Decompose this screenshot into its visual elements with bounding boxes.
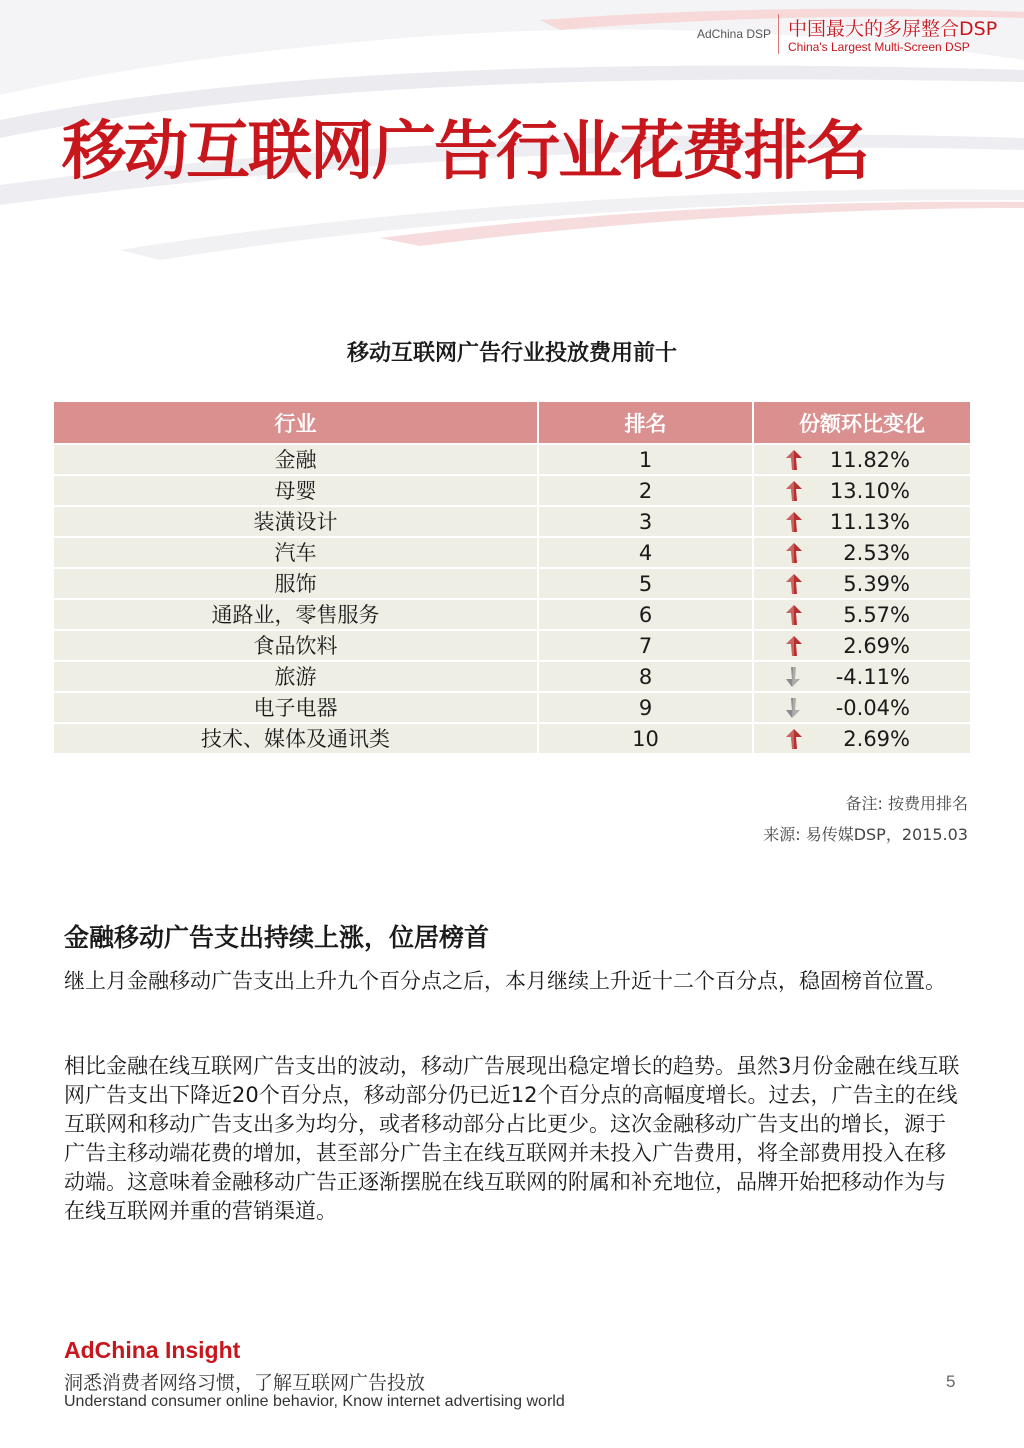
cell-industry: 装潢设计	[54, 506, 538, 537]
footer-brand: AdChina Insight	[64, 1337, 241, 1363]
cell-rank: 6	[538, 599, 753, 630]
page-title: 移动互联网广告行业花费排名	[62, 115, 868, 189]
cell-industry: 服饰	[54, 568, 538, 599]
table-row	[54, 506, 970, 537]
cell-rank: 7	[538, 630, 753, 661]
cell-rank: 3	[538, 506, 753, 537]
arrow-up-icon	[780, 728, 808, 750]
paragraph-2: 相比金融在线互联网广告支出的波动，移动广告展现出稳定增长的趋势。虽然3月份金融在线互联网广告支出下降近20个百分点，移动部分仍已近12个百分点的高幅度增长。过去，广告主的在线互联网和移动广告支出多为均分，或者移动部分占比更少。这次金融移动广告支出的增长，源于广告主移动端花费的增加，甚至部分广告主在线互联网并未投入广告费用，将全部费用投入在移动端。这意味着金融移动广告正逐渐摆脱在线互联网的附属和补充地位，品牌开始把移动作为与在线互联网并重的营销渠道。	[64, 1054, 960, 1223]
footer-tagline-en: Understand consumer online behavior, Know internet advertising world	[64, 1393, 565, 1410]
table-row	[54, 444, 970, 475]
change-value: 5.57%	[843, 603, 910, 627]
cell-change	[753, 692, 970, 723]
cell-industry: 通路业，零售服务	[54, 599, 538, 630]
cell-industry: 旅游	[54, 661, 538, 692]
arrow-down-icon	[780, 666, 808, 688]
change-value: 2.69%	[843, 727, 910, 752]
cell-change	[753, 630, 970, 661]
cell-rank: 10	[538, 723, 753, 753]
cell-industry: 电子电器	[54, 692, 538, 723]
cell-rank: 5	[538, 568, 753, 599]
change-value: -4.11%	[835, 665, 910, 689]
cell-change	[753, 599, 970, 630]
table-row	[54, 723, 970, 753]
change-value: 5.39%	[843, 572, 910, 596]
cell-change	[753, 537, 970, 568]
arrow-up-icon	[780, 511, 808, 533]
table-title: 移动互联网广告行业投放费用前十	[346, 341, 677, 366]
arrow-up-icon	[780, 480, 808, 502]
change-value: 2.53%	[843, 541, 910, 565]
cell-rank: 2	[538, 475, 753, 506]
cell-industry: 金融	[54, 444, 538, 475]
table-row	[54, 630, 970, 661]
cell-change	[753, 444, 970, 475]
column-header-rank: 排名	[538, 402, 753, 444]
page-number: 5	[946, 1372, 956, 1391]
table-row	[54, 661, 970, 692]
footer-tagline-cn: 洞悉消费者网络习惯，了解互联网广告投放	[64, 1372, 426, 1394]
brand-dsp-label: AdChina DSP	[697, 27, 772, 41]
brand-tagline-en: China's Largest Multi-Screen DSP	[788, 40, 970, 54]
cell-change	[753, 661, 970, 692]
arrow-up-icon	[780, 573, 808, 595]
change-value: -0.04%	[835, 696, 910, 720]
brand-divider	[778, 14, 779, 54]
cell-rank: 8	[538, 661, 753, 692]
arrow-down-icon	[780, 697, 808, 719]
cell-industry: 技术、媒体及通讯类	[54, 723, 538, 753]
cell-change	[753, 475, 970, 506]
arrow-up-icon	[780, 604, 808, 626]
table-note: 备注: 按费用排名	[845, 794, 968, 813]
change-value: 13.10%	[829, 479, 910, 503]
ranking-table	[54, 402, 970, 753]
table-row	[54, 599, 970, 630]
cell-rank: 4	[538, 537, 753, 568]
arrow-up-icon	[780, 635, 808, 657]
cell-industry: 汽车	[54, 537, 538, 568]
brand-tagline-cn: 中国最大的多屏整合DSP	[788, 18, 998, 40]
arrow-up-icon	[780, 542, 808, 564]
change-value: 11.82%	[829, 448, 910, 472]
cell-change	[753, 723, 970, 753]
table-row	[54, 537, 970, 568]
change-value: 2.69%	[843, 634, 910, 658]
cell-rank: 1	[538, 444, 753, 475]
table-source: 来源: 易传媒DSP，2015.03	[763, 825, 968, 844]
table-row	[54, 475, 970, 506]
table-header-row	[54, 402, 970, 444]
cell-change	[753, 568, 970, 599]
table-row	[54, 692, 970, 723]
cell-change	[753, 506, 970, 537]
section-heading: 金融移动广告支出持续上涨，位居榜首	[64, 923, 490, 952]
paragraph-1: 继上月金融移动广告支出上升九个百分点之后，本月继续上升近十二个百分点，稳固榜首位置。	[64, 969, 946, 993]
cell-rank: 9	[538, 692, 753, 723]
change-value: 11.13%	[829, 510, 910, 534]
arrow-up-icon	[780, 449, 808, 471]
cell-industry: 母婴	[54, 475, 538, 506]
cell-industry: 食品饮料	[54, 630, 538, 661]
column-header-industry: 行业	[54, 402, 538, 444]
table-row	[54, 568, 970, 599]
column-header-change: 份额环比变化	[753, 402, 970, 444]
